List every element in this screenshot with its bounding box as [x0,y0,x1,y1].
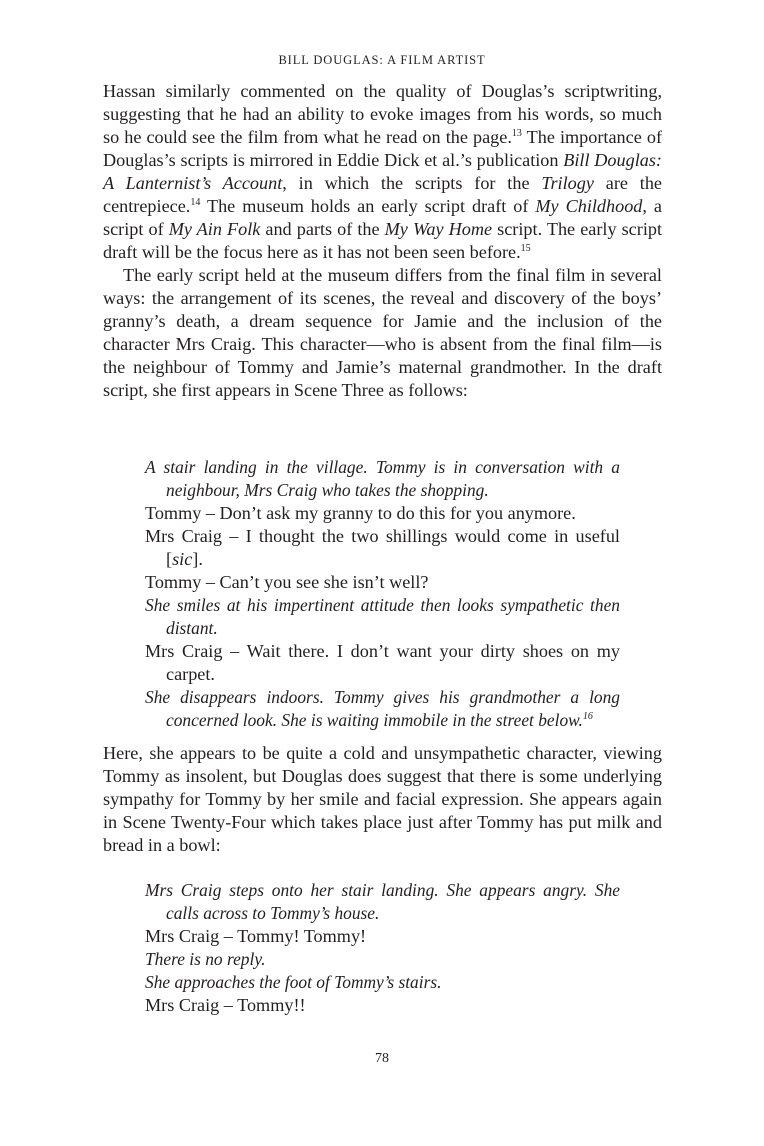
paragraph-1 [103,80,662,264]
dialogue-line: Mrs Craig – Tommy! Tommy! [145,926,367,946]
dialogue-line: Mrs Craig – Tommy!! [145,995,306,1015]
sic-annotation: sic [172,549,193,569]
dialogue-text: Mrs Craig – I thought the two shillings would come in useful [ [145,526,620,569]
dialogue-line: Tommy – Can’t you see she isn’t well? [145,572,429,592]
dialogue-text: ]. [192,549,203,569]
dialogue-line: Mrs Craig – Wait there. I don’t want your dirty shoes on my carpet. [145,641,620,684]
script-excerpt-2 [145,879,620,1017]
film-title-italic: My Ain Folk [168,219,261,239]
text-segment: , a script of [103,196,662,239]
page-number: 78 [375,1051,389,1066]
film-title-italic: My Way Home [384,219,493,239]
dialogue-line: Tommy – Don’t ask my granny to do this for you anymore. [145,503,576,523]
script-excerpt-1 [145,456,620,732]
stage-direction: Mrs Craig steps onto her stair landing. She appears angry. She calls across to Tommy’s house. [145,880,620,923]
text-segment: script. The early script draft will be the focus here as it has not been seen before. [103,219,663,262]
text-segment: , in which the scripts for the [282,173,542,193]
text-segment: are the centrepiece. [103,173,662,216]
stage-direction [145,686,620,732]
text-segment: and parts of the [260,219,385,239]
film-title-italic: Trilogy [541,173,594,193]
body-paragraphs-top [103,80,662,402]
dialogue-line [145,525,620,571]
stage-direction: She approaches the foot of Tommy’s stairs. [145,972,442,992]
text-segment: The importance of Douglas’s scripts is mirrored in Eddie Dick et al.’s publication [103,127,663,170]
text-segment: Hassan similarly commented on the quality of Douglas’s scriptwriting, suggesting that he had an ability to evoke images from his words, so much so he could see the film from what he read on the page. [103,81,662,147]
direction-text: She disappears indoors. Tommy gives his grandmother a long concerned look. She is waiting immobile in the street below. [145,687,620,730]
paragraph-2: The early script held at the museum differs from the final film in several ways: the arrangement of its scenes, the reveal and discovery of the boys’ granny’s death, a dream sequence for Jamie and the inclusion of the character Mrs Craig. This character—who is absent from the final film—is the neighbour of Tommy and Jamie’s maternal grandmother. In the draft script, she first appears in Scene Three as follows: [103,265,662,400]
footnote-ref-14[interactable]: 14 [190,197,201,208]
book-title-italic: Bill Douglas: A Lanternist’s Account [103,150,662,193]
stage-direction: There is no reply. [145,949,266,969]
stage-direction: She smiles at his impertinent attitude then looks sympathetic then distant. [145,595,620,638]
footnote-ref-16[interactable]: 16 [582,711,593,722]
footnote-ref-13[interactable]: 13 [511,128,522,139]
paragraph-3: Here, she appears to be quite a cold and unsympathetic character, viewing Tommy as insolent, but Douglas does suggest that there is some underlying sympathy for Tommy by her smile and facial expression. She appears again in Scene Twenty-Four which takes place just after Tommy has put milk and bread in a bowl: [103,743,662,855]
footnote-ref-15[interactable]: 15 [520,243,531,254]
running-head: BILL DOUGLAS: A FILM ARTIST [278,53,486,67]
body-paragraph-3-container [103,742,662,857]
film-title-italic: My Childhood [535,196,643,216]
text-segment: The museum holds an early script draft of [200,196,536,216]
stage-direction: A stair landing in the village. Tommy is in conversation with a neighbour, Mrs Craig who takes the shopping. [145,457,620,500]
